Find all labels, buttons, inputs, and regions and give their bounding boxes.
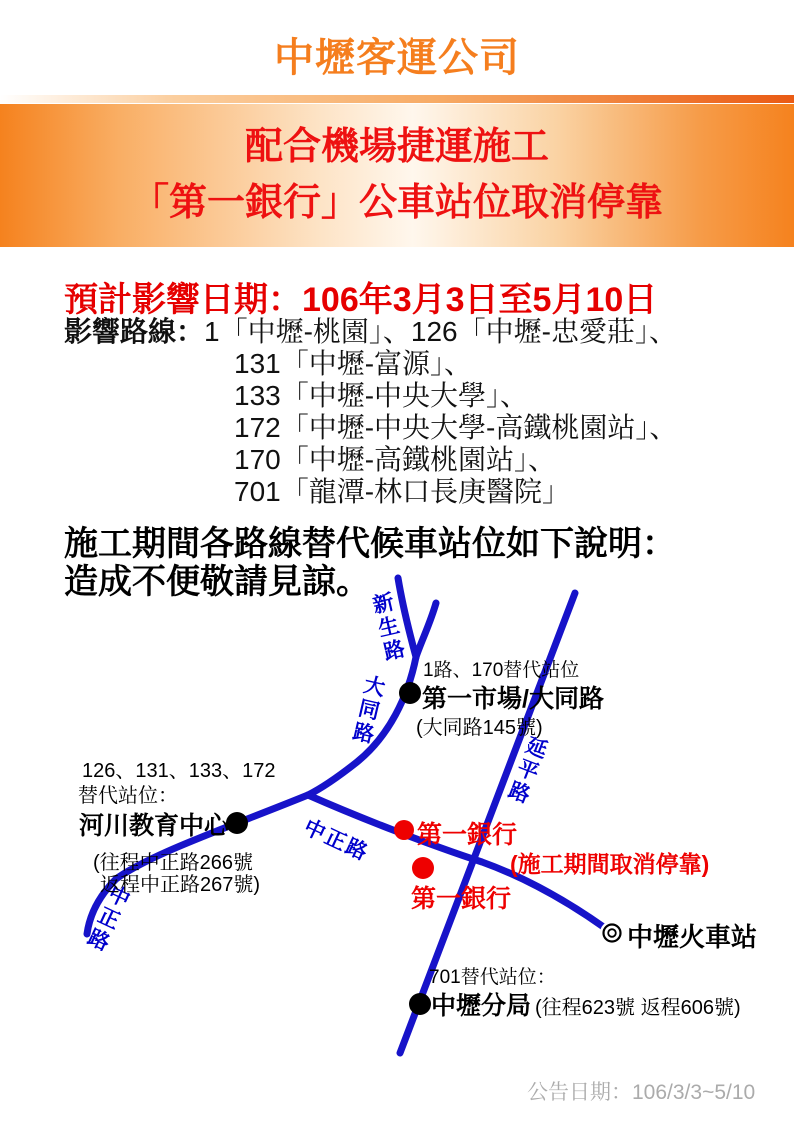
train-station-label: 中壢火車站 — [627, 922, 758, 952]
zhongzheng-road-west-label: 中正路 — [81, 880, 134, 956]
alt-stop2-label: 替代站位： — [78, 785, 178, 807]
zhongzheng-road-east-label: 中正路 — [300, 815, 373, 866]
zhongli-precinct-stop-dot — [409, 993, 431, 1015]
alt-stop3-name: 中壢分局 — [431, 992, 532, 1020]
routes-line-4: 172「中壢-中央大學-高鐵桃園站」、 — [234, 412, 678, 443]
description-line-2: 造成不便敬請見諒。 — [64, 563, 370, 601]
alt-stop2-routes: 126、131、133、172 — [82, 760, 276, 782]
first-bank-stop-dot-2 — [412, 857, 434, 879]
yanping-road-label: 延平路 — [502, 732, 551, 808]
alt-stop1-routes: 1路、170替代站位 — [423, 660, 580, 681]
banner-line1: 配合機場捷運施工 — [244, 125, 549, 168]
company-title: 中壢客運公司 — [274, 36, 520, 80]
datong-road-label: 大同路 — [348, 672, 387, 748]
alt-stop1-name: 第一市場/大同路 — [422, 685, 604, 713]
alt-stop3-row — [431, 986, 741, 1022]
alt-stop3-address: (往程623號 返程606號) — [535, 997, 741, 1019]
affected-date-line: 預計影響日期：106年3月3日至5月10日 — [64, 281, 658, 319]
cancelled-note: (施工期間取消停靠) — [510, 851, 710, 877]
routes-line-5: 170「中壢-高鐵桃園站」、 — [234, 444, 557, 475]
alt-stop2-name: 河川教育中心 — [79, 812, 230, 840]
first-bank-stop-dot-1 — [394, 820, 414, 840]
announcement-date: 公告日期：106/3/3~5/10 — [527, 1081, 756, 1104]
routes-line-3: 133「中壢-中央大學」、 — [234, 380, 529, 411]
routes-line-2: 131「中壢-富源」、 — [234, 348, 473, 379]
alt-stop1-address: (大同路145號) — [416, 717, 543, 739]
routes-first: 1「中壢-桃園」、126「中壢-忠愛莊」、 — [204, 316, 677, 347]
alt-stop2-address2: 返程中正路267號) — [100, 874, 261, 896]
train-station-marker — [600, 921, 624, 945]
datong-road-tip — [416, 603, 436, 657]
routes-label: 影響路線： — [64, 316, 205, 347]
alt-stop3-label: 701替代站位： — [429, 967, 556, 988]
river-education-center-stop-dot — [226, 812, 248, 834]
description-line-1: 施工期間各路線替代候車站位如下說明： — [64, 525, 676, 563]
xinsheng-road-label: 新生路 — [368, 590, 407, 666]
first-market-stop-dot — [399, 682, 421, 704]
cancelled-stop-1: 第一銀行 — [417, 821, 518, 849]
banner-line2: 「第一銀行」公車站位取消停靠 — [130, 182, 663, 224]
routes-line-6: 701「龍潭-林口長庚醫院」 — [234, 476, 571, 507]
cancelled-stop-2: 第一銀行 — [411, 885, 512, 913]
alt-stop2-address1: (往程中正路266號 — [93, 852, 254, 874]
